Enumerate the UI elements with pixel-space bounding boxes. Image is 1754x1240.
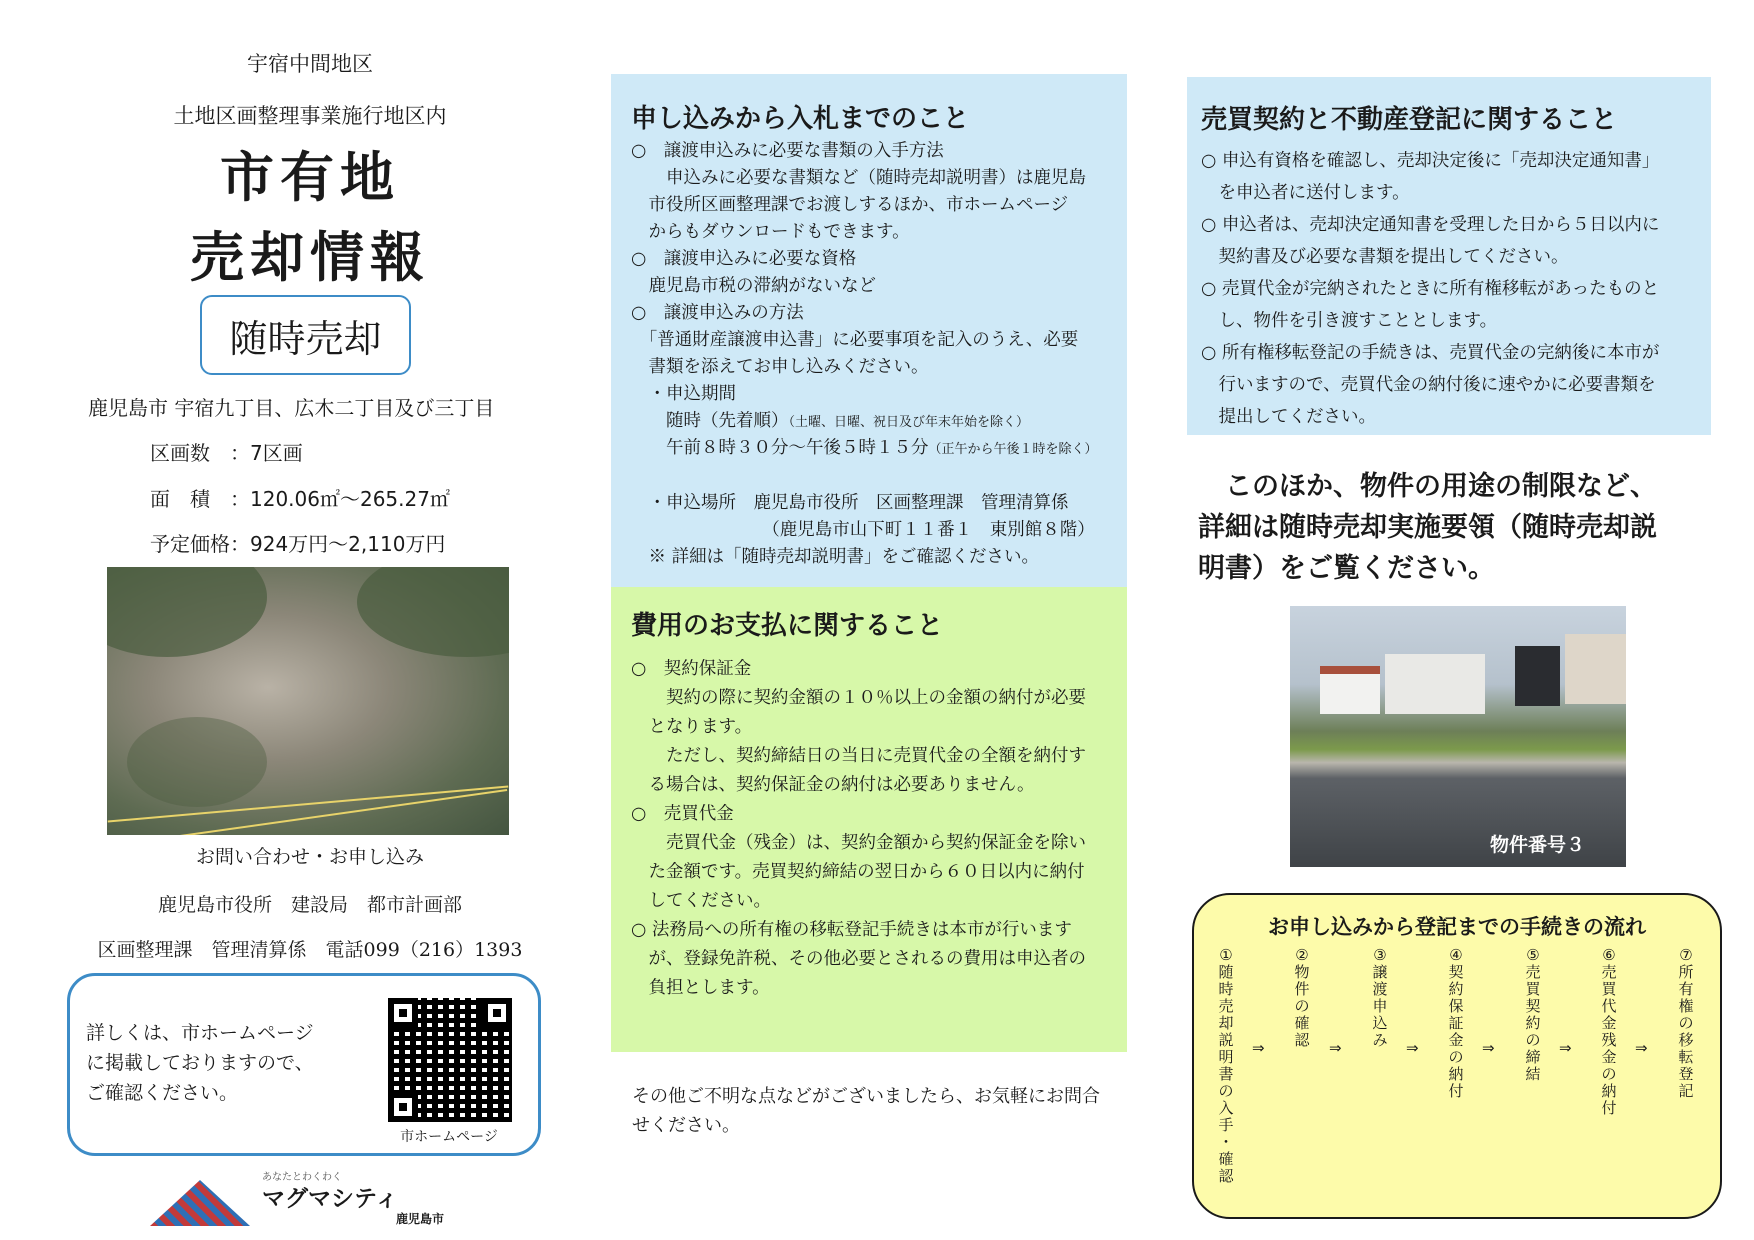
property-number-label: 物件番号３ [1490, 834, 1586, 856]
project-area: 土地区画整理事業施行地区内 [173, 104, 447, 128]
area-range: 面 積 ：120.06㎡～265.27㎡ [150, 487, 450, 511]
period-main: 随時（先着順） [631, 411, 789, 431]
flow-step-5: ⑤ 売 買 契 約 の 締 結 [1525, 946, 1541, 1083]
payment-heading: 費用のお支払に関すること [631, 611, 944, 641]
sale-type-badge [200, 295, 411, 375]
procedure-flow [1192, 893, 1722, 1219]
logo-tagline: あなたとわくわく [262, 1172, 342, 1183]
logo-name: マグマシティ [262, 1186, 399, 1212]
city-logo [150, 1168, 460, 1228]
flow-heading: お申し込みから登記までの手続きの流れ [1268, 915, 1646, 939]
inquiry-note: その他ご不明な点などがございましたら、お気軽にお問合 せください。 [632, 1086, 1100, 1136]
aerial-photo [107, 567, 509, 835]
contract-body: ○ 申込有資格を確認し、売却決定後に「売却決定通知書」 を申込者に送付します。 ○ 申込者は、売却決定通知書を受理した日から５日以内に 契約書及び必要な書類を提出してください。 ○ 売買代金が完納されたときに所有権移転があったものと し、物件を引き渡すこととします。 ○ 所有権移転登記の手続きは、売買代金の完納後に本市が 行いますので、売買代金の納付後に速やかに必要書類を 提出してください。 [1201, 151, 1660, 427]
house-shape [1565, 634, 1626, 704]
district-name: 宇宿中間地区 [247, 52, 373, 76]
flow-step-6: ⑥ 売 買 代 金 残 金 の 納 付 [1601, 946, 1617, 1117]
flow-step-4: ④ 契 約 保 証 金 の 納 付 [1448, 946, 1464, 1100]
flow-step-7: ⑦ 所 有 権 の 移 転 登 記 [1678, 946, 1694, 1100]
logo-mark-icon [150, 1180, 250, 1226]
flow-arrow-icon: ⇒ [1329, 1039, 1342, 1057]
flow-step-1: ① 随 時 売 却 説 明 書 の 入 手 ・ 確 認 [1218, 946, 1234, 1185]
time-note: （正午から午後１時を除く） [928, 442, 1098, 457]
application-heading: 申し込みから入札までのこと [631, 104, 970, 134]
location-text: 鹿児島市 宇宿九丁目、広木二丁目及び三丁目 [88, 396, 495, 420]
contact-section: 区画整理課 管理清算係 電話099（216）1393 [97, 939, 523, 961]
application-body: ○ 譲渡申込みに必要な書類の入手方法 申込みに必要な書類など（随時売却説明書）は鹿児島 市役所区画整理課でお渡しするほか、市ホームページ からもダウンロードもできます。 ○ 譲渡申込みに必要な資格 鹿児島市税の滞納がないなど ○ 譲渡申込みの方法 「普通財産譲渡申込書」に必要事項を記入のうえ、必要 書類を添えてお申し込みください。 ・申込期間 [631, 141, 1086, 404]
flow-step-2: ② 物 件 の 確 認 [1294, 946, 1310, 1049]
logo-city: 鹿児島市 [396, 1212, 445, 1226]
details-notice: このほか、物件の用途の制限など、 詳細は随時売却実施要領（随時売却説 明書）をご覧ください。 [1198, 471, 1657, 584]
contract-heading: 売買契約と不動産登記に関すること [1201, 105, 1618, 135]
flow-arrow-icon: ⇒ [1635, 1039, 1648, 1057]
contact-office: 鹿児島市役所 建設局 都市計画部 [157, 894, 462, 916]
flow-arrow-icon: ⇒ [1482, 1039, 1495, 1057]
house-shape [1320, 666, 1380, 714]
plot-count: 区画数 ：7区画 [150, 441, 303, 465]
price-range: 予定価格：924万円～2,110万円 [150, 532, 446, 556]
house-shape [1515, 646, 1560, 706]
contract-panel [1187, 77, 1711, 435]
website-box [67, 973, 541, 1156]
contact-heading: お問い合わせ・お申し込み [195, 846, 424, 868]
application-place: ・申込場所 鹿児島市役所 区画整理課 管理清算係 （鹿児島市山下町１１番１ 東別館８階） ※ 詳細は「随時売却説明書」をご確認ください。 [648, 493, 1095, 567]
sale-type-label: 随時売却 [229, 316, 382, 361]
qr-code[interactable] [388, 998, 512, 1122]
qr-caption: 市ホームページ [400, 1129, 498, 1145]
flow-arrow-icon: ⇒ [1252, 1039, 1265, 1057]
application-hours [631, 435, 1098, 463]
house-shape [1385, 654, 1485, 714]
payment-panel [611, 587, 1127, 1052]
flow-arrow-icon: ⇒ [1559, 1039, 1572, 1057]
application-period [631, 408, 1029, 436]
payment-body: ○ 契約保証金 契約の際に契約金額の１０％以上の金額の納付が必要 となります。 ただし、契約締結日の当日に売買代金の全額を納付す る場合は、契約保証金の納付は必要ありません。 ○ 売買代金 売買代金（残金）は、契約金額から契約保証金を除い た金額です。売買契約締結の翌日から６０日以内に納付 してください。 ○ 法務局への所有権の移転登記手続きは本市が行います が、登録免許税、その他必要とされるの費用は申込者の 負担とします。 [631, 659, 1086, 998]
application-panel [611, 74, 1127, 587]
flow-arrow-icon: ⇒ [1406, 1039, 1419, 1057]
page-title-line1: 市有地 [220, 145, 400, 209]
time-main: 午前８時３０分～午後５時１５分 [631, 438, 929, 458]
website-note: 詳しくは、市ホームページ に掲載しておりますので、 ご確認ください。 [86, 1022, 314, 1104]
page-title-line2: 売却情報 [190, 225, 430, 289]
property-photo [1290, 606, 1626, 867]
period-note: （土曜、日曜、祝日及び年末年始を除く） [788, 415, 1030, 430]
flow-step-3: ③ 譲 渡 申 込 み [1372, 946, 1388, 1049]
